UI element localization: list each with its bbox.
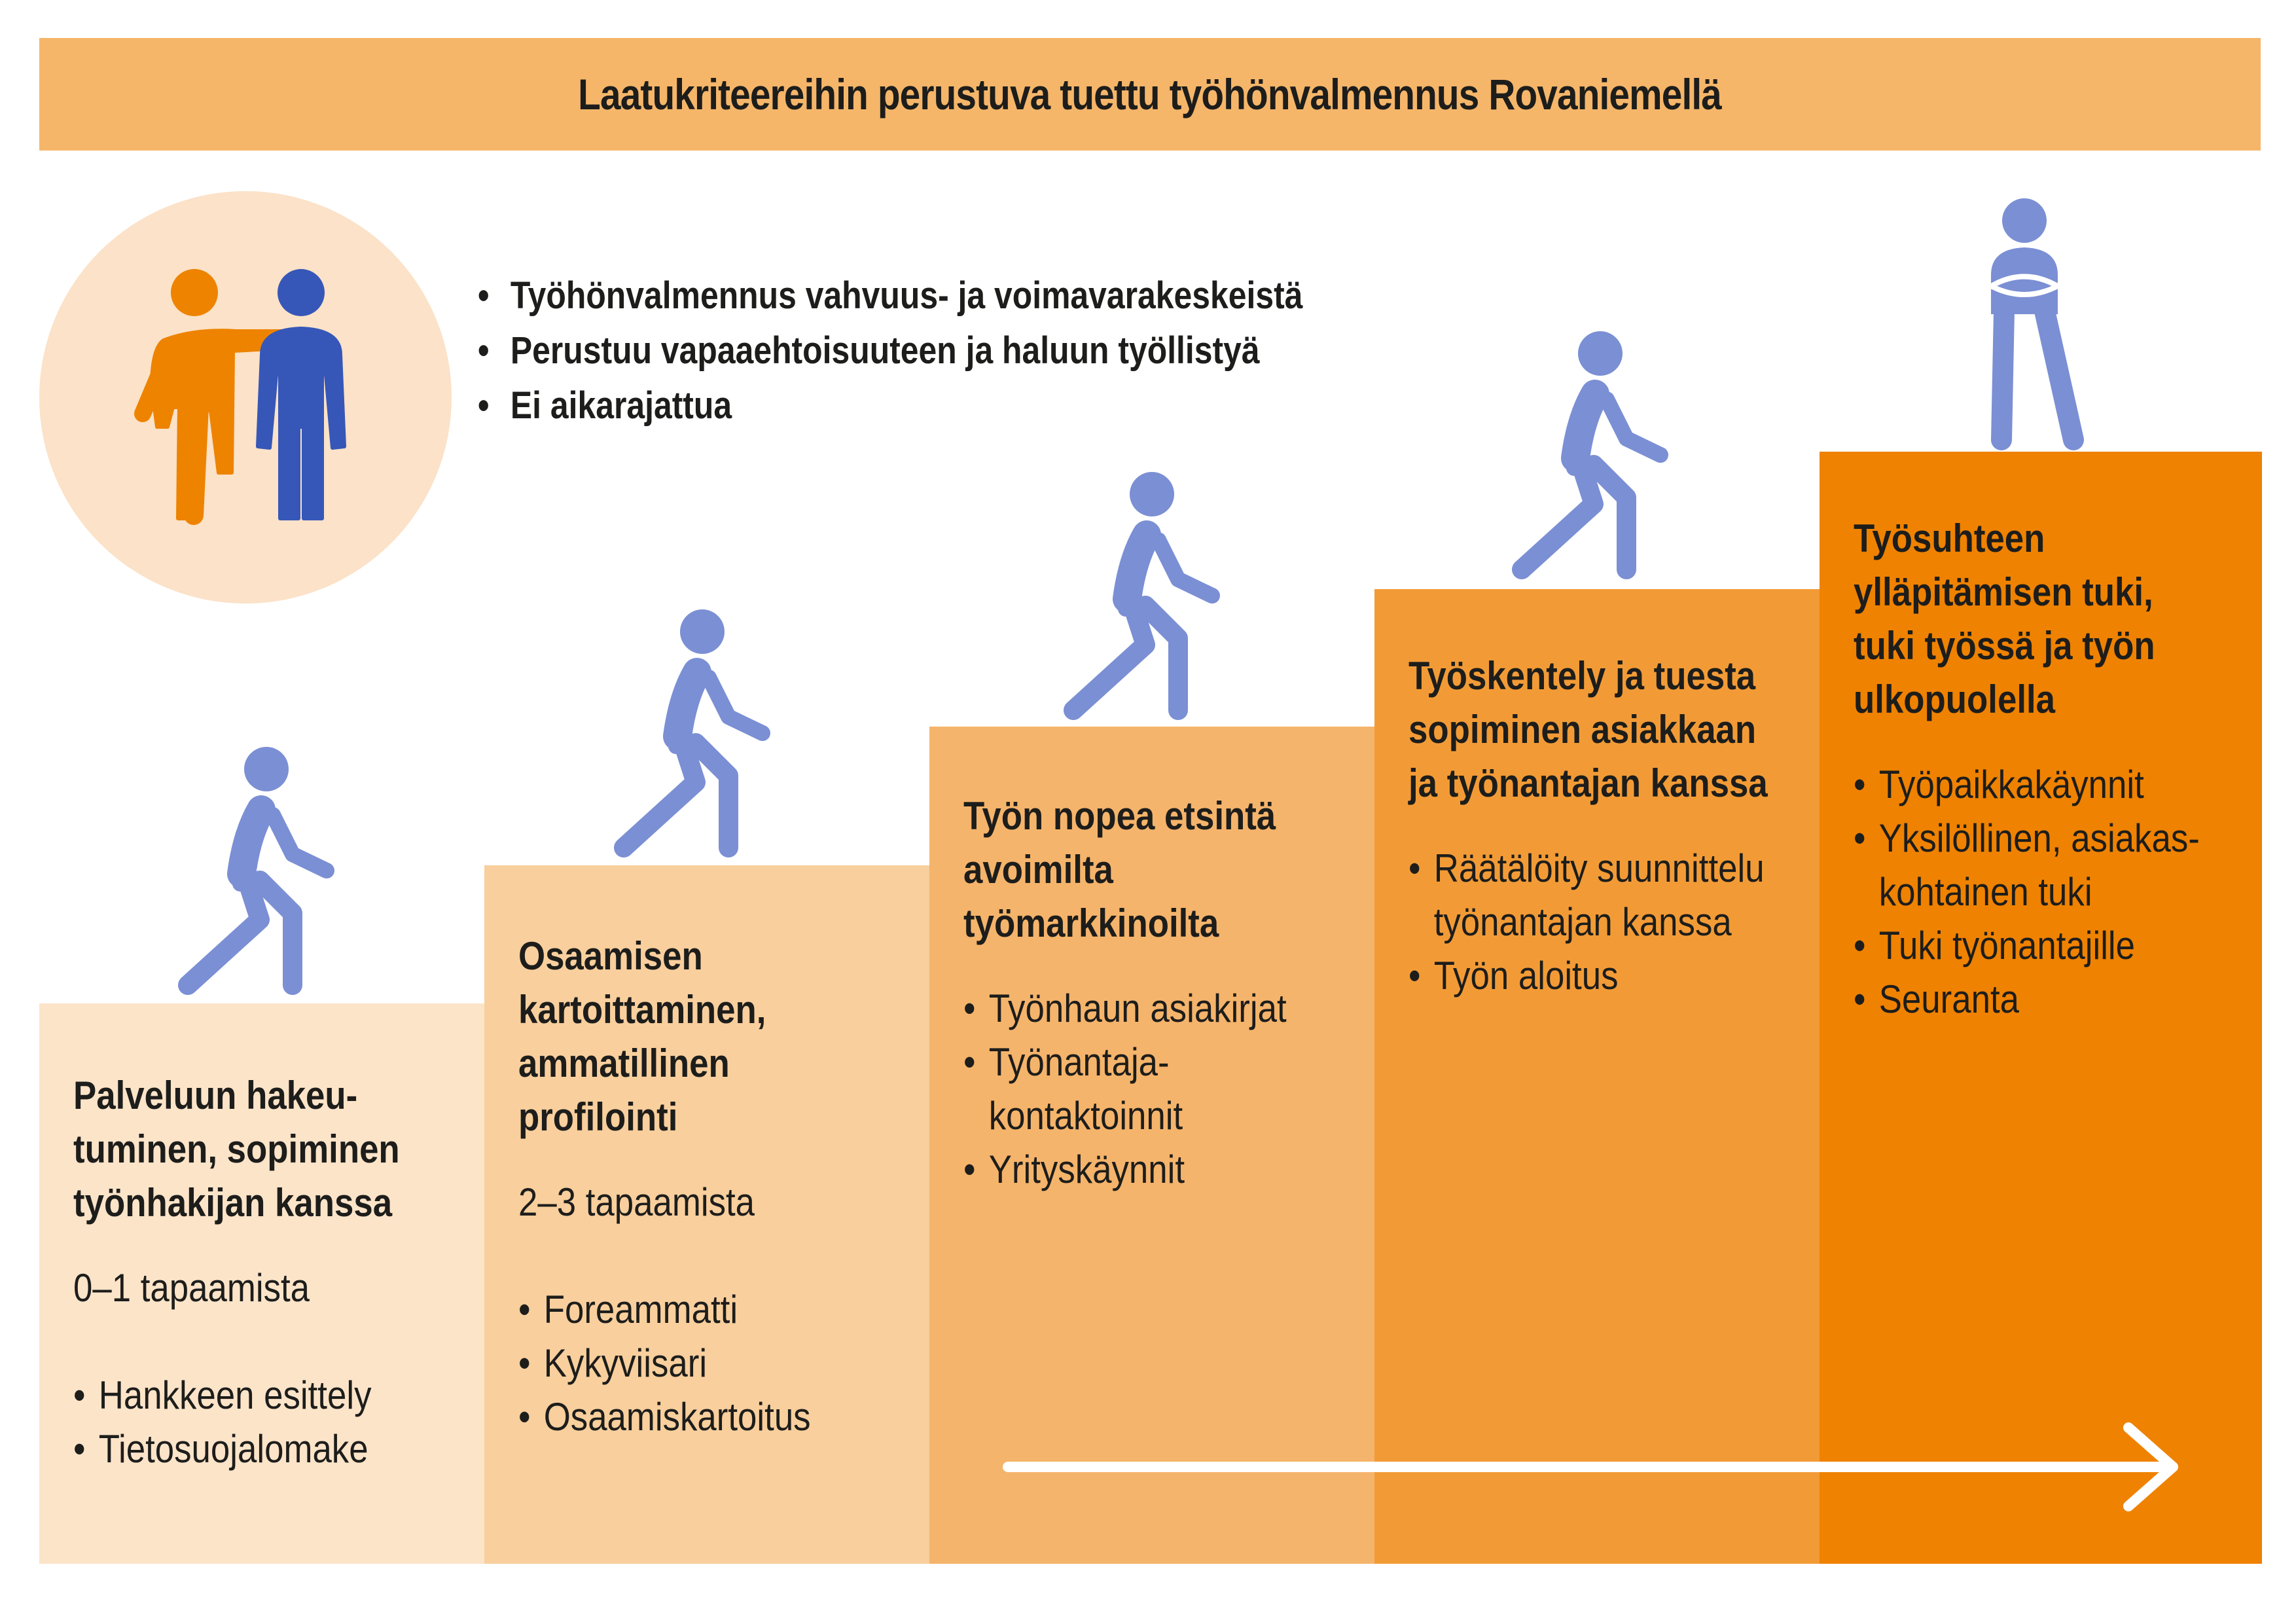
list-item: • Yksilöllinen, asiakas-kohtainen tuki: [1854, 812, 2202, 919]
step-5-title: Työsuhteen ylläpitämisen tuki, tuki työssä ja työn ulkopuolella: [1854, 516, 2155, 721]
walking-person-icon: [188, 747, 327, 985]
list-item: • Foreammatti: [518, 1283, 935, 1337]
walking-person-icon: [1073, 472, 1212, 710]
step-3-title: Työn nopea etsintä avoimilta työmarkkinoilta: [963, 794, 1276, 945]
list-item: • Työnantaja-kontaktoinnit: [963, 1036, 1288, 1143]
list-item: • Työn aloitus: [1408, 949, 1825, 1003]
step-4-title: Työskentely ja tuesta sopiminen asiakkaan ja työnantajan kanssa: [1408, 654, 1768, 805]
list-item: • Räätälöity suunnittelu työnantajan kanssa: [1408, 842, 1825, 949]
list-item: • Hankkeen esittely: [73, 1369, 490, 1422]
list-item: • Osaamiskartoitus: [518, 1390, 935, 1444]
walking-person-icon: [624, 609, 762, 848]
standing-person-icon: [1983, 198, 2073, 440]
intro-point: • Työhönvalmennus vahvuus- ja voimavarakeskeistä: [478, 268, 1378, 323]
step-1-title: Palveluun hakeutuminen, sopiminen työnhakijan kanssa: [73, 1074, 400, 1225]
walking-person-icon: [1522, 331, 1660, 569]
step-2-title: Osaamisen kartoittaminen, ammatillinen profilointi: [518, 934, 766, 1139]
step-1-meetings: 0–1 tapaamista: [73, 1266, 310, 1310]
list-item: • Tietosuojalomake: [73, 1422, 490, 1476]
step-2-meetings: 2–3 tapaamista: [518, 1180, 755, 1224]
intro-point: • Perustuu vapaaehtoisuuteen ja haluun työllistyä: [478, 323, 1378, 378]
progress-arrow-icon: [1008, 1428, 2173, 1506]
list-item: • Seuranta: [1854, 973, 2270, 1026]
list-item: • Kykyviisari: [518, 1337, 935, 1390]
page-title: Laatukriteereihin perustuva tuettu työhönvalmennus Rovaniemellä: [578, 70, 1722, 118]
list-item: • Työpaikkakäynnit: [1854, 758, 2270, 812]
list-item: • Tuki työnantajille: [1854, 919, 2270, 973]
list-item: • Työnhaun asiakirjat: [963, 982, 1380, 1036]
intro-point: • Ei aikarajattua: [478, 378, 1378, 433]
list-item: • Yrityskäynnit: [963, 1143, 1380, 1197]
